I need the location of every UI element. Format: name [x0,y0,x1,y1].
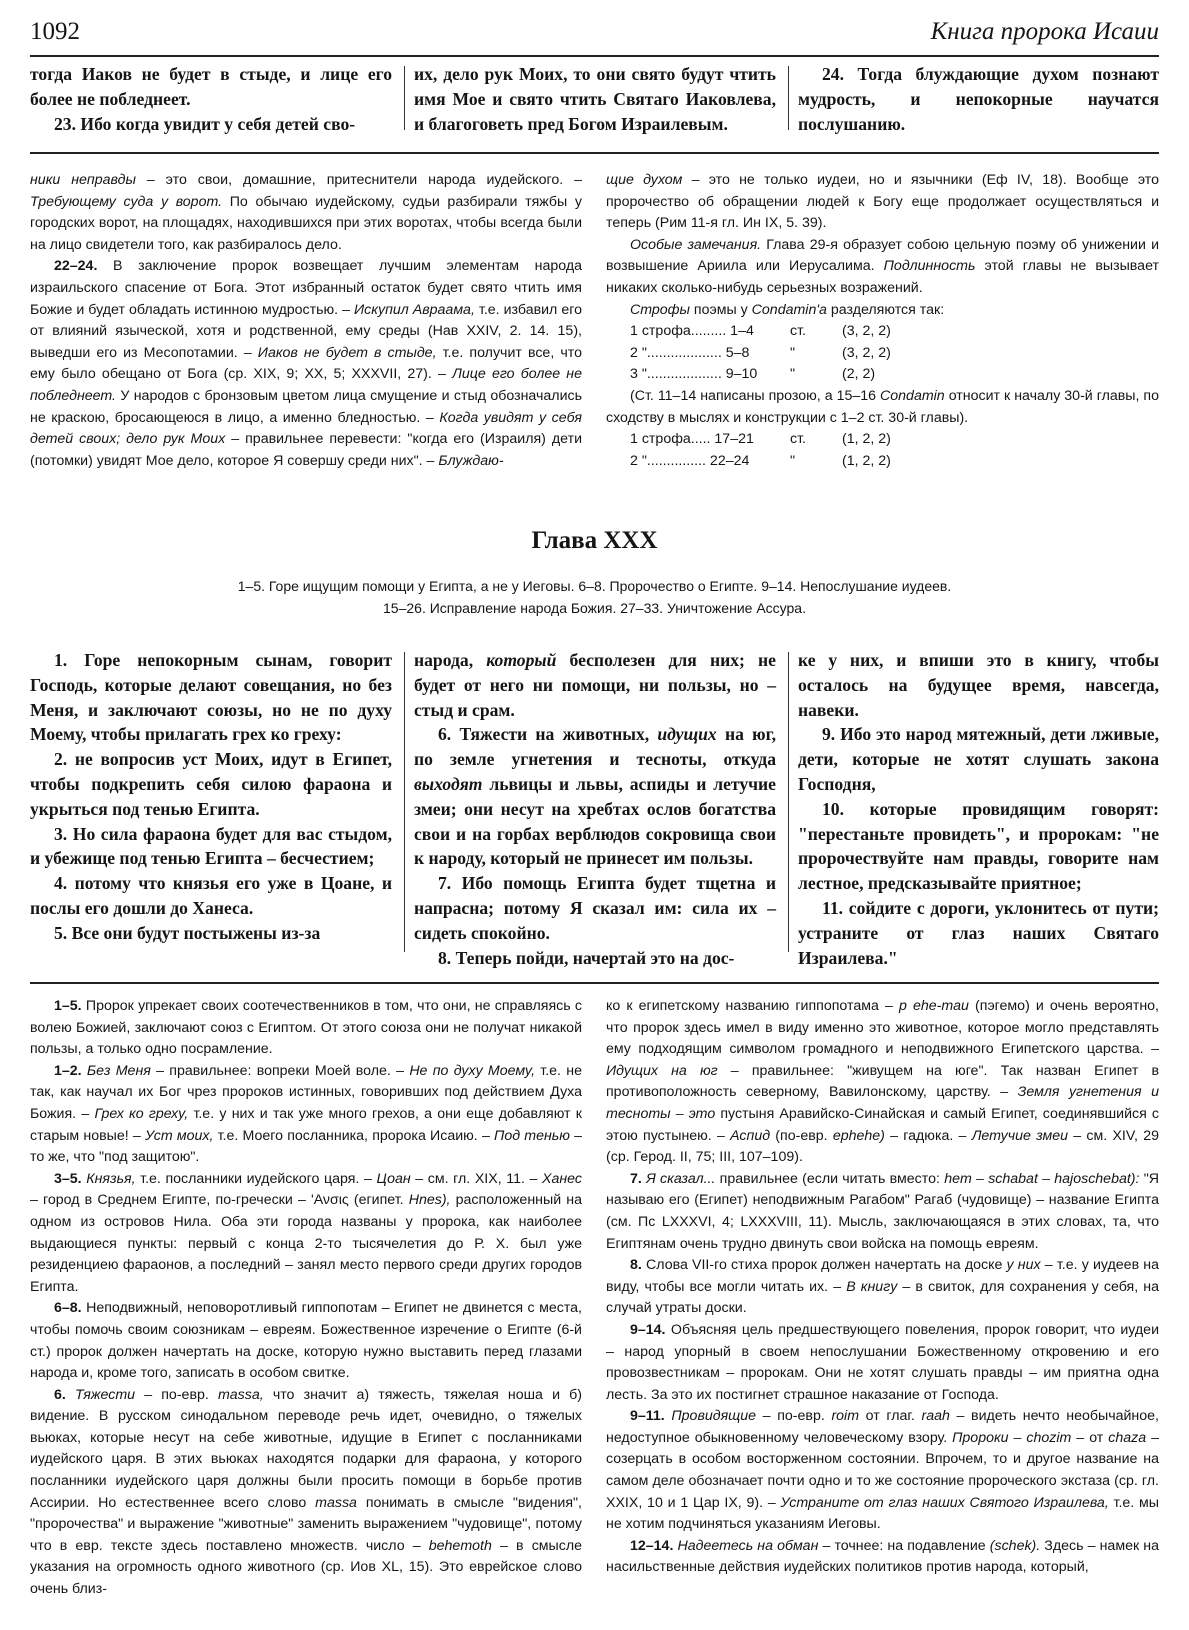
verse-23-start: 23. Ибо когда увидит у себя детей сво- [54,113,356,134]
term: Ханес [542,1170,582,1187]
verse-ref: 9–14. [630,1321,666,1338]
term: Особые замечания. [630,236,762,253]
text: – по-евр. [135,1386,218,1403]
term: В книгу [846,1278,898,1295]
chapter-text-col2 [414,648,776,970]
strofa-range: 1 строфа......... 1–4 [630,323,754,340]
term: Когда увидят у себя детей своих; дело рук Моих [30,409,582,448]
term: ники неправды [30,172,136,188]
strofa-unit: ст. [790,431,806,448]
text: – то же, что "под защитою". [30,1127,583,1166]
strofa-row [630,451,1159,473]
column-divider [788,652,789,952]
verse: ке у них, и впиши это в книгу, чтобы осталось на будущее время, навсегда, навеки. [798,650,1159,720]
commentary-paragraph [30,1169,582,1299]
strofa-unit: ст. [790,323,806,340]
text: что значит а) тяжесть, тяжелая ноша и б) видение. В русском синодальном переводе речь идет, очевидно, о тяжелых вьюках, которые несут на себе животные, идущие в Египет с посланниками иудейского царя. В этих вьюках находятся подарки для фараона, у которого посланники иудейского царя должны были просить помощи в борьбе против Ассирии. Но естественнее всего слово [30,1386,582,1511]
text: т.е. у них и так уже много грехов, а они еще добавляют к старым новые! – [30,1105,583,1144]
section-rule [30,982,1159,984]
top-text-col2 [414,62,776,136]
text: т.е. не так, как научал их Бог чрез пророков истинных, говоривших под действием Духа Божия. – [30,1062,583,1122]
verse-ref: 22–24. [54,258,98,275]
text: т.е. Моего посланника, пророка Исаию. – [213,1127,495,1144]
text: Здесь – намек на насильственные действия иудейских политиков против народа, который, [606,1537,1159,1576]
commentary-paragraph [606,1169,1159,1255]
commentary-paragraph [606,996,1159,1169]
text: Пророк упрекает своих соотечественников в том, что они, не справляясь с волею Божией, заключают союз с Египтом. От этого союза они не получат никакой пользы, а только одно посрамление. [30,998,582,1058]
chapter-summary [0,575,1189,619]
commentary-bottom-right [606,996,1159,1579]
text: бесполезен для них; не будет от него ни помощи, ни пользы, но – стыд и срам. [414,650,776,720]
term: ephehe) [832,1127,885,1144]
verse-ref: 1–5. [54,998,82,1014]
commentary-paragraph [30,1061,582,1169]
verse: 7. Ибо помощь Египта будет тщетна и напрасна; потому Я сказал им: сила их – сидеть спокойно. [414,873,776,943]
verse: 5. Все они будут постыжены из-за [54,922,321,943]
strofa-pattern: (1, 2, 2) [842,452,891,469]
strofa-range: 2 "................... 5–8 [630,344,750,361]
text: Глава 29-я образует собою цельную поэму об унижении и возвышение Ариила или Иерусалима. [606,236,1159,275]
term: massa, [217,1386,264,1403]
text: пустыня Аравийско-Синайская и самый Египет, соединявшийся с этою пустынею. – [606,1105,1159,1144]
verse-ref: 1–2. [54,1062,82,1079]
strofa-row [630,364,1159,386]
term: Лице его более не побледнеет. [30,366,582,404]
term: Пророки – chozim [952,1429,1072,1446]
term: Надеетесь на обман [677,1537,819,1554]
strofa-row [630,343,1159,365]
term: Condamin'a [751,301,827,318]
text: – правильнее перевести: "когда его (Израиля) дети (потомки) увидят Мое дело, которое Я совершу среди них". – [30,431,582,469]
text: от глаг. [859,1408,922,1425]
strofa-row [630,429,1159,451]
verse: 9. Ибо это народ мятежный, дети лживые, дети, которые не хотят слушать закона Господня, [798,724,1159,794]
text: "Я называю его (Египет) неподвижным Рагабом" Рагаб (чудовище) – название Египта (см. Пс LXXXVI, 4; LXXXVIII, 11). Мысль, заключающаяся в этих словах, та, что Египтянам очень трудно двинуть свои войска на помощь евреям. [606,1170,1160,1252]
verse-ref: 12–14. [630,1537,674,1554]
text: – т.е. у иудеев на виду, чтобы все могли читать их. – [606,1257,1159,1295]
commentary-paragraph [30,1385,582,1601]
term: у них [1006,1257,1041,1274]
text: – гадюка. – [884,1127,972,1144]
commentary-top-left [30,170,582,472]
text: – точнее: на подавление [818,1537,990,1554]
commentary-paragraph [606,386,1159,429]
strofa-unit: " [790,452,796,469]
strofa-pattern: (3, 2, 2) [842,323,891,340]
text: – см. гл. XIX, 11. – [410,1170,542,1187]
text: – это не только иудеи, но и язычники (Еф IV, 18). Вообще это пророчество об обращении людей к Богу еще продолжает осуществляться и теперь (Рим 11-я гл. Ин IX, 5. 39). [606,172,1160,232]
term: Летучие змеи [971,1127,1069,1144]
text: народа, [414,650,487,670]
text: относит к началу 30-й главы, по сходству в мыслях и конструкции с 1–2 ст. 30-й главы). [606,387,1159,426]
text: (по-евр. [770,1127,833,1144]
commentary-paragraph [30,170,582,256]
term: Подлинность [883,258,976,275]
text: Слова VII-го стиха пророк должен начертать на доске [641,1257,1007,1274]
italic-word: выходят [414,773,483,794]
text: – это свои, домашние, притеснители народа иудейского. – [135,172,583,188]
text: По обычаю иудейскому, судьи разбирали тяжбы у городских ворот, на площадях, находившихся при этих воротах, чтобы всегда были на лицо свидетели того, как разбиралось дело. [30,193,582,253]
commentary-paragraph [606,1536,1159,1579]
strofa-pattern: (3, 2, 2) [842,344,891,361]
verse: 8. Теперь пойди, начертай это на дос- [438,947,735,968]
commentary-paragraph [30,256,582,472]
term: Уст моих, [144,1127,214,1144]
strofa-pattern: (2, 2) [842,366,876,383]
verse-22-end: тогда Иаков не будет в стыде, и лице его более не побледнеет. [30,64,392,109]
top-text-col1 [30,62,392,136]
text: разделяются так: [826,301,945,318]
term: щие духом [606,172,683,188]
strofa-range: 2 "............... 22–24 [630,452,750,469]
term: Не по духу Моему, [409,1062,536,1079]
verse-ref: 6. [54,1386,66,1403]
commentary-paragraph [606,1255,1159,1320]
italic-word: идущих [657,724,717,745]
term: Под тенью [494,1127,570,1144]
text: – правильнее: "живущем на юге". Так назван Египет в противоположность северному, Вавилонскому, царству. – [606,1062,1160,1101]
strofy-table-1 [606,321,1159,386]
column-divider [788,66,789,130]
top-text-col3 [798,62,1159,136]
verse [414,722,776,871]
text: (пэгемо) и очень вероятно, что пророк здесь имел в виду именно это животное, которое могло представлять ему подходящим символом громадного и неподвижного Египетского царства. – [606,998,1159,1058]
text: В заключение пророк возвещает лучшим элементам народа израильского спасение от Бога. Этот избранный остаток будет свято чтить имя Божие и будет обладать истинною мудростью. – [30,258,582,318]
text: правильнее (если читать вместо: [715,1170,945,1187]
text: ко к египетскому названию гиппопотама – [606,998,899,1014]
chapter-text-col3 [798,648,1159,970]
term: Князья, [86,1170,136,1187]
text: 6. Тяжести на животных, [438,724,658,745]
commentary-paragraph [606,1406,1159,1536]
text: – по-евр. [756,1408,832,1425]
term: Земля угнетения и тесноты – это [606,1084,1159,1122]
term: Строфы [630,301,690,318]
term: roim [831,1408,860,1425]
term: massa [315,1494,357,1511]
term: Без Меня [86,1062,151,1079]
commentary-paragraph [30,996,582,1061]
text: У народов с бронзовым цветом лица смущение и стыд обозначались не краскою, бросающеюся в лицо, а именно бледностью. – [30,387,582,426]
commentary-bottom-left [30,996,582,1601]
text: Неподвижный, неповоротливый гиппопотам – Египет не двинется с места, чтобы помочь своим союзникам – евреям. Божественное изречение о Египте (6-й ст.) пророк должен начертать на доске, которую нужно выставить перед глазами народа и, кроме того, записать в особом свитке. [30,1300,582,1382]
chapter-title: Глава XXX [531,527,658,554]
text: поэмы у [689,301,752,318]
term: Устраните от глаз наших Святого Израилева, [780,1494,1109,1511]
verse: 4. потому что князья его уже в Цоане, и послы его дошли до Ханеса. [30,873,392,918]
term: Требующему суда у ворот. [30,193,223,210]
term: Condamin [880,387,945,404]
term: Идущих на юг [606,1062,718,1079]
chapter-text-col1 [30,648,392,946]
text: т.е. избавил его от влияний языческой, хотя и родственной, ему среды (Нав XXIV, 2. 14. 15), выведши его из Месопотамии. – [30,301,582,361]
text: – в смысле указания на огромность одного животного (ср. Иов XL, 15). Это еврейское слово очень близ- [30,1537,583,1598]
term: Иаков не будет в стыде, [257,344,437,361]
text: – правильнее: вопреки Моей воле. – [150,1062,410,1079]
strofa-unit: " [790,366,796,383]
commentary-top-right [606,170,1159,472]
strofa-row [630,321,1159,343]
term: hem – schabat – hajoschebat): [944,1170,1140,1187]
text: Объясняя цель предшествующего повеления, пророк говорит, что иудеи – народ упорный в своем непослушании Божественному откровению и его провозвестникам – пророкам. Они не хотят слушать правды – им приятна одна лесть. За это их постигнет страшное наказание от Господа. [606,1321,1159,1403]
header-rule [30,55,1159,57]
strofa-range: 3 "................... 9–10 [630,366,758,383]
italic-word: который [486,650,557,670]
strofa-pattern: (1, 2, 2) [842,431,891,448]
section-rule [30,152,1159,154]
text: – от [1071,1429,1109,1446]
commentary-paragraph [606,170,1159,235]
term: Аспид [730,1127,771,1144]
term: Блуждаю- [438,452,504,469]
running-head: Книга пророка Исаии [930,18,1159,45]
verse-ref: 6–8. [54,1300,82,1317]
page-number: 1092 [30,18,80,45]
strofa-range: 1 строфа..... 17–21 [630,431,754,448]
term: Я сказал... [646,1170,716,1187]
text: т.е. получит все, что ему было обещано от Бога (ср. XIX, 9; XX, 5; XXXVII, 27). – [30,344,582,383]
verse-ref: 3–5. [54,1170,82,1187]
verse: 2. не вопросив уст Моих, идут в Египет, чтобы подкрепить себя силою фараона и укрыться под тенью Египта. [30,749,392,819]
text: на юг, по земле угнетения и тесноты, откуда [414,724,776,770]
term: chaza [1108,1429,1147,1446]
verse-23-end: их, дело рук Моих, то они свято будут чтить имя Мое и свято чтить Святаго Иаковлева, и благоговеть пред Богом Израилевым. [414,64,776,134]
text: – в свиток, для сохранения у себя, на случай утраты доски. [606,1278,1159,1317]
commentary-paragraph [606,235,1159,300]
verse-ref: 7. [630,1170,642,1187]
text: – город в Среднем Египте, по-гречески – 'Ανσις (египет. [30,1192,409,1209]
column-divider [404,66,405,130]
text: – видеть нечто необычайное, недоступное обыкновенному человеческому взору. [606,1408,1159,1446]
term: Hnes), [408,1192,451,1209]
verse-ref: 9–11. [630,1408,665,1425]
text: т.е. мы не хотим подчиняться указаниям Иеговы. [606,1494,1159,1533]
verse: 10. которые провидящим говорят: "перестаньте провидеть", и пророкам: "не пророчествуйте нам правды, говорите нам лестное, предсказывайте приятное; [798,798,1159,894]
column-divider [404,652,405,952]
verse: 1. Горе непокорным сынам, говорит Господь, которые делают совещания, но без Меня, и заключают союзы, но не по духу Моему, чтобы прилагать грех ко греху: [30,650,392,745]
strofa-unit: " [790,344,796,361]
text: понимать в смысле "видения", "пророчества" и выражение "животные" заменить выражением "чудовище", потому что в евр. тексте здесь поставлено множеств. число – [30,1494,582,1554]
chapter-summary-line: 15–26. Исправление народа Божия. 27–33. Уничтожение Ассура. [383,600,806,616]
term: (schek). [989,1537,1041,1554]
text: львицы и львы, аспиды и летучие змеи; они несут на хребтах ослов богатства свои и на горбах верблюдов сокровища свои к народу, который не принесет им пользы. [414,773,776,869]
commentary-paragraph [30,1298,582,1384]
chapter-summary-line: 1–5. Горе ищущим помощи у Египта, а не у Иеговы. 6–8. Пророчество о Египте. 9–14. Непослушание иудеев. [237,578,952,594]
term: behemoth [428,1537,492,1554]
verse [414,648,776,722]
verse: 11. сойдите с дороги, уклонитесь от пути; устраните от глаз наших Святаго Израилева." [798,897,1159,968]
strofy-table-2 [606,429,1159,472]
text: – см. XIV, 29 (ср. Герод. II, 75; III, 107–109). [606,1127,1159,1166]
term: Искупил Авраама, [354,301,475,318]
text: расположенный на одном из островов Нила. Оба эти города названы у пророка, как наиболее выдающиеся пункты: первый с конца 2-то тысячелетия до Р. Х. был уже резиденциею фараонов, а последний – занял место первого среди других городов Египта. [30,1192,582,1295]
term: Провидящие [671,1408,757,1425]
commentary-paragraph [606,300,1159,322]
verse-ref: 8. [630,1257,642,1274]
term: Цоан [376,1170,411,1187]
term: Грех ко греху, [94,1105,189,1122]
term: raah [921,1408,950,1425]
text: этой главы не вызывает никаких сколько-нибудь серьезных возражений. [606,258,1159,296]
verse-24: 24. Тогда блуждающие духом познают мудрость, и непокорные научатся послушанию. [798,64,1159,134]
term: Тяжести [75,1386,136,1403]
text: т.е. посланники иудейского царя. – [135,1170,377,1187]
commentary-paragraph [606,1320,1159,1406]
verse: 3. Но сила фараона будет для вас стыдом, и убежище под тенью Египта – бесчестием; [30,823,392,869]
text: (Ст. 11–14 написаны прозою, а 15–16 [630,387,881,404]
term: p ehe-mau [898,998,969,1014]
text: – созерцать в особом восторженном состоянии. Впрочем, то и другое название на самом деле обозначает почти одно и то же состояние пророческого экстаза (ср. гл. XXIX, 10 и 1 Цар IX, 9). – [606,1429,1159,1511]
